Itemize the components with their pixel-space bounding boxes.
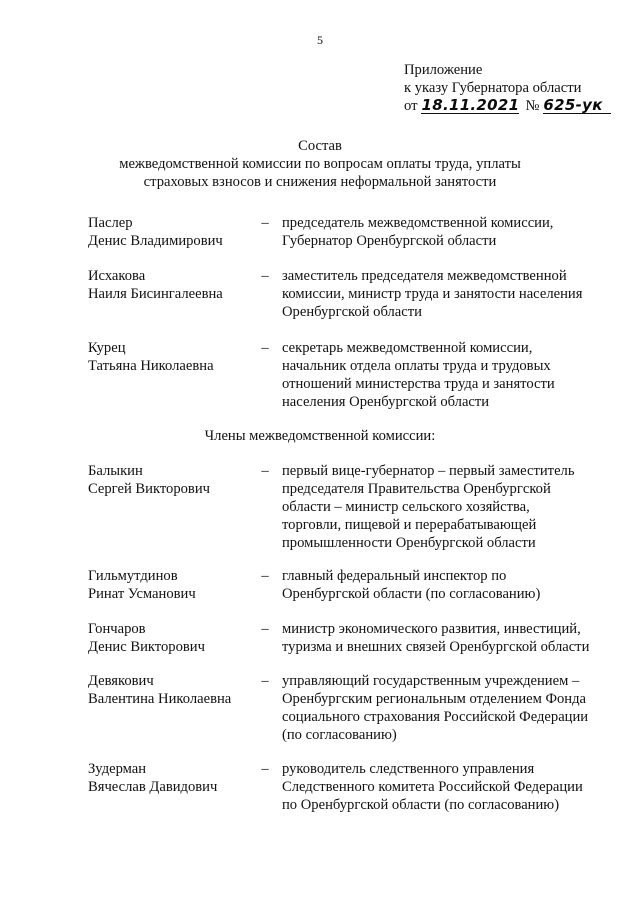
handwritten-date: 18.11.2021 xyxy=(421,96,520,114)
person-surname: Паслер xyxy=(88,215,133,231)
handwritten-number: 625-ук xyxy=(543,97,611,114)
position-line: области – министр сельского хозяйства, xyxy=(282,499,530,515)
person-surname: Балыкин xyxy=(88,463,143,479)
members-heading: Члены межведомственной комиссии: xyxy=(204,428,436,444)
title-line-2: межведомственной комиссии по вопросам оплаты труда, уплаты xyxy=(119,156,521,172)
person-name xyxy=(88,462,258,498)
person-given-name: Сергей Викторович xyxy=(88,481,210,497)
dash-separator: – xyxy=(261,268,269,284)
position-line: населения Оренбургской области xyxy=(282,394,490,410)
dash-separator: – xyxy=(261,463,269,479)
person-name xyxy=(88,214,258,250)
document-title xyxy=(0,137,640,191)
position-line: по Оренбургской области (по согласованию) xyxy=(282,797,560,813)
position-line: Оренбургским региональным отделением Фонда xyxy=(282,691,587,707)
person-surname: Девякович xyxy=(88,673,154,689)
person-given-name: Наиля Бисингалеевна xyxy=(88,286,223,302)
position-line: туризма и внешних связей Оренбургской области xyxy=(282,639,590,655)
person-name xyxy=(88,567,258,603)
appendix-block xyxy=(404,61,634,115)
number-prefix: № xyxy=(525,98,540,114)
position-line: отношений министерства труда и занятости xyxy=(282,376,555,392)
dash-separator: – xyxy=(261,568,269,584)
position-line: секретарь межведомственной комиссии, xyxy=(282,340,533,356)
appendix-title: Приложение xyxy=(404,62,483,78)
position-line: промышленности Оренбургской области xyxy=(282,535,536,551)
person-name xyxy=(88,672,258,708)
position-line: председатель межведомственной комиссии, xyxy=(282,215,554,231)
position-description xyxy=(282,760,632,814)
appendix-decree-reference: к указу Губернатора области xyxy=(404,80,582,96)
position-description xyxy=(282,567,632,603)
person-surname: Исхакова xyxy=(88,268,146,284)
position-description xyxy=(282,339,632,411)
position-line: министр экономического развития, инвестиций, xyxy=(282,621,581,637)
dash-separator: – xyxy=(261,215,269,231)
title-line-3: страховых взносов и снижения неформальной занятости xyxy=(143,174,497,190)
position-line: социального страхования Российской Федерации xyxy=(282,709,589,725)
position-description xyxy=(282,672,632,744)
person-name xyxy=(88,339,258,375)
position-line: главный федеральный инспектор по xyxy=(282,568,507,584)
position-description xyxy=(282,214,632,250)
person-surname: Гильмутдинов xyxy=(88,568,178,584)
position-line: Губернатор Оренбургской области xyxy=(282,233,497,249)
position-line: Оренбургской области xyxy=(282,304,422,320)
person-surname: Гончаров xyxy=(88,621,146,637)
position-line: руководитель следственного управления xyxy=(282,761,535,777)
position-line: (по согласованию) xyxy=(282,727,397,743)
dash-separator: – xyxy=(261,621,269,637)
dash-separator: – xyxy=(261,340,269,356)
position-description xyxy=(282,620,632,656)
person-given-name: Ринат Усманович xyxy=(88,586,196,602)
person-name xyxy=(88,267,258,303)
title-line-1: Состав xyxy=(298,138,342,154)
position-description xyxy=(282,462,632,552)
position-line: Оренбургской области (по согласованию) xyxy=(282,586,541,602)
dash-separator: – xyxy=(261,761,269,777)
person-name xyxy=(88,620,258,656)
position-line: Следственного комитета Российской Федерации xyxy=(282,779,583,795)
position-line: председателя Правительства Оренбургской xyxy=(282,481,551,497)
person-surname: Зудерман xyxy=(88,761,147,777)
person-surname: Курец xyxy=(88,340,126,356)
page-number: 5 xyxy=(317,33,323,47)
person-given-name: Валентина Николаевна xyxy=(88,691,232,707)
person-given-name: Денис Викторович xyxy=(88,639,205,655)
position-line: управляющий государственным учреждением – xyxy=(282,673,580,689)
position-line: торговли, пищевой и перерабатывающей xyxy=(282,517,537,533)
position-line: начальник отдела оплаты труда и трудовых xyxy=(282,358,551,374)
person-given-name: Денис Владимирович xyxy=(88,233,223,249)
person-given-name: Вячеслав Давидович xyxy=(88,779,218,795)
person-name xyxy=(88,760,258,796)
date-prefix: от xyxy=(404,98,418,114)
person-given-name: Татьяна Николаевна xyxy=(88,358,214,374)
position-line: первый вице-губернатор – первый заместитель xyxy=(282,463,575,479)
appendix-date-number-line xyxy=(404,97,634,115)
position-line: комиссии, министр труда и занятости населения xyxy=(282,286,583,302)
dash-separator: – xyxy=(261,673,269,689)
position-line: заместитель председателя межведомственной xyxy=(282,268,567,284)
position-description xyxy=(282,267,632,321)
